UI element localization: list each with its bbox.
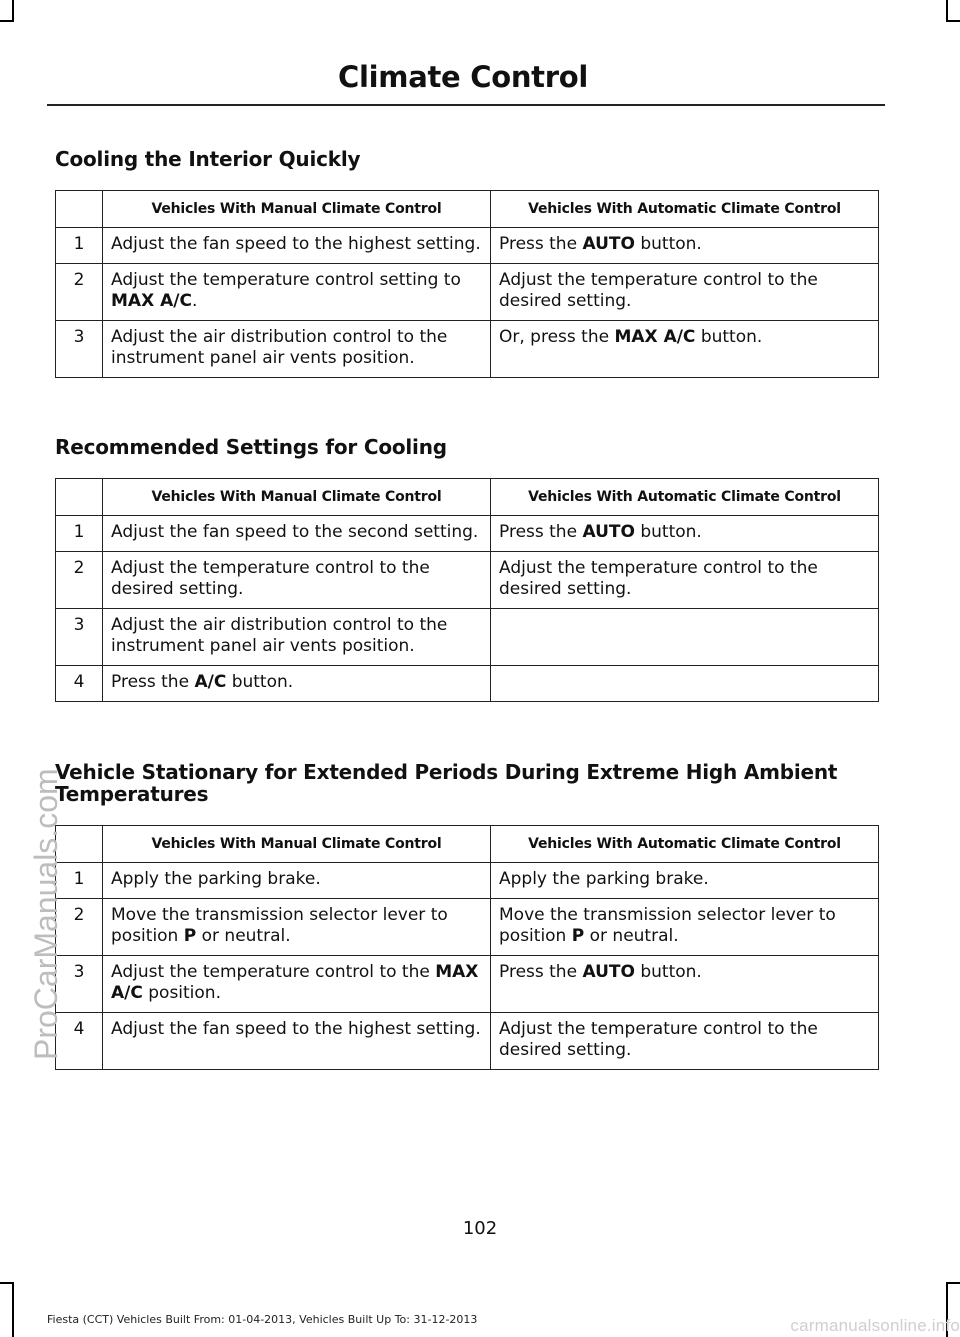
step-number: 4 <box>56 1013 103 1070</box>
section-title-recommended-cooling: Recommended Settings for Cooling <box>55 435 447 459</box>
automatic-instruction: Press the AUTO button. <box>491 516 879 552</box>
table-body <box>56 228 879 378</box>
table-body <box>56 863 879 1070</box>
manual-instruction: Press the A/C button. <box>103 666 491 702</box>
step-number: 2 <box>56 552 103 609</box>
step-number: 3 <box>56 609 103 666</box>
bold-term: P <box>571 926 585 946</box>
manual-instruction: Move the transmission selector lever to position P or neutral. <box>103 899 491 956</box>
table-recommended-cooling <box>55 478 879 702</box>
manual-instruction: Adjust the fan speed to the highest setting. <box>103 228 491 264</box>
automatic-instruction: Or, press the MAX A/C button. <box>491 321 879 378</box>
step-number: 4 <box>56 666 103 702</box>
crop-mark-top-left-v <box>12 0 14 20</box>
crop-mark-bottom-right-h <box>946 1282 960 1284</box>
automatic-instruction: Press the AUTO button. <box>491 956 879 1013</box>
table-row <box>56 321 879 378</box>
column-header-manual: Vehicles With Manual Climate Control <box>103 191 491 228</box>
automatic-instruction: Adjust the temperature control to the desired setting. <box>491 552 879 609</box>
step-number: 1 <box>56 863 103 899</box>
column-header-automatic: Vehicles With Automatic Climate Control <box>491 191 879 228</box>
bold-term: MAX A/C <box>111 291 192 311</box>
footer-vehicle-info: Fiesta (CCT) Vehicles Built From: 01-04-2013, Vehicles Built Up To: 31-12-2013 <box>47 1313 478 1326</box>
bold-term: P <box>183 926 197 946</box>
table-row <box>56 899 879 956</box>
table-row <box>56 956 879 1013</box>
automatic-instruction: Adjust the temperature control to the desired setting. <box>491 264 879 321</box>
bold-term: A/C <box>194 672 227 692</box>
manual-instruction: Adjust the temperature control to the MAX A/C position. <box>103 956 491 1013</box>
table-row <box>56 863 879 899</box>
table-header-row <box>56 479 879 516</box>
column-header-manual: Vehicles With Manual Climate Control <box>103 479 491 516</box>
page-header-title: Climate Control <box>338 60 588 94</box>
bold-term: AUTO <box>582 522 635 542</box>
automatic-instruction: Move the transmission selector lever to position P or neutral. <box>491 899 879 956</box>
crop-mark-top-right-v <box>946 0 948 20</box>
column-header-number <box>56 479 103 516</box>
watermark-side: ProCarManuals.com <box>28 768 64 1060</box>
crop-mark-bottom-left-v <box>12 1282 14 1337</box>
table-header-row <box>56 191 879 228</box>
column-header-automatic: Vehicles With Automatic Climate Control <box>491 479 879 516</box>
table-row <box>56 228 879 264</box>
table-row <box>56 609 879 666</box>
column-header-automatic: Vehicles With Automatic Climate Control <box>491 826 879 863</box>
bold-term: AUTO <box>582 962 635 982</box>
table-vehicle-stationary <box>55 825 879 1070</box>
table-row <box>56 1013 879 1070</box>
page-number: 102 <box>462 1218 498 1239</box>
automatic-instruction: Adjust the temperature control to the desired setting. <box>491 1013 879 1070</box>
step-number: 3 <box>56 321 103 378</box>
table-cooling-quickly <box>55 190 879 378</box>
crop-mark-top-left-h <box>0 20 14 22</box>
table-row <box>56 516 879 552</box>
column-header-number <box>56 191 103 228</box>
step-number: 3 <box>56 956 103 1013</box>
manual-instruction: Adjust the temperature control setting to MAX A/C. <box>103 264 491 321</box>
section-title-vehicle-stationary: Vehicle Stationary for Extended Periods During Extreme High Ambient Temperatures <box>55 760 838 806</box>
table-row <box>56 552 879 609</box>
automatic-instruction <box>491 666 879 702</box>
automatic-instruction <box>491 609 879 666</box>
header-rule <box>47 104 885 106</box>
bold-term: AUTO <box>582 234 635 254</box>
table-row <box>56 666 879 702</box>
manual-instruction: Adjust the air distribution control to the instrument panel air vents position. <box>103 321 491 378</box>
crop-mark-bottom-left-h <box>0 1282 14 1284</box>
manual-instruction: Adjust the fan speed to the highest setting. <box>103 1013 491 1070</box>
manual-instruction: Apply the parking brake. <box>103 863 491 899</box>
step-number: 2 <box>56 899 103 956</box>
automatic-instruction: Apply the parking brake. <box>491 863 879 899</box>
table-body <box>56 516 879 702</box>
manual-instruction: Adjust the air distribution control to the instrument panel air vents position. <box>103 609 491 666</box>
section-title-cooling-quickly: Cooling the Interior Quickly <box>55 147 361 171</box>
step-number: 2 <box>56 264 103 321</box>
table-row <box>56 264 879 321</box>
bold-term: MAX A/C <box>111 962 479 1003</box>
column-header-manual: Vehicles With Manual Climate Control <box>103 826 491 863</box>
bold-term: MAX A/C <box>614 327 696 347</box>
automatic-instruction: Press the AUTO button. <box>491 228 879 264</box>
manual-instruction: Adjust the fan speed to the second setting. <box>103 516 491 552</box>
manual-instruction: Adjust the temperature control to the desired setting. <box>103 552 491 609</box>
table-header-row <box>56 826 879 863</box>
crop-mark-top-right-h <box>946 20 960 22</box>
watermark-bottom: carmanualsonline.info <box>790 1316 960 1335</box>
step-number: 1 <box>56 516 103 552</box>
step-number: 1 <box>56 228 103 264</box>
